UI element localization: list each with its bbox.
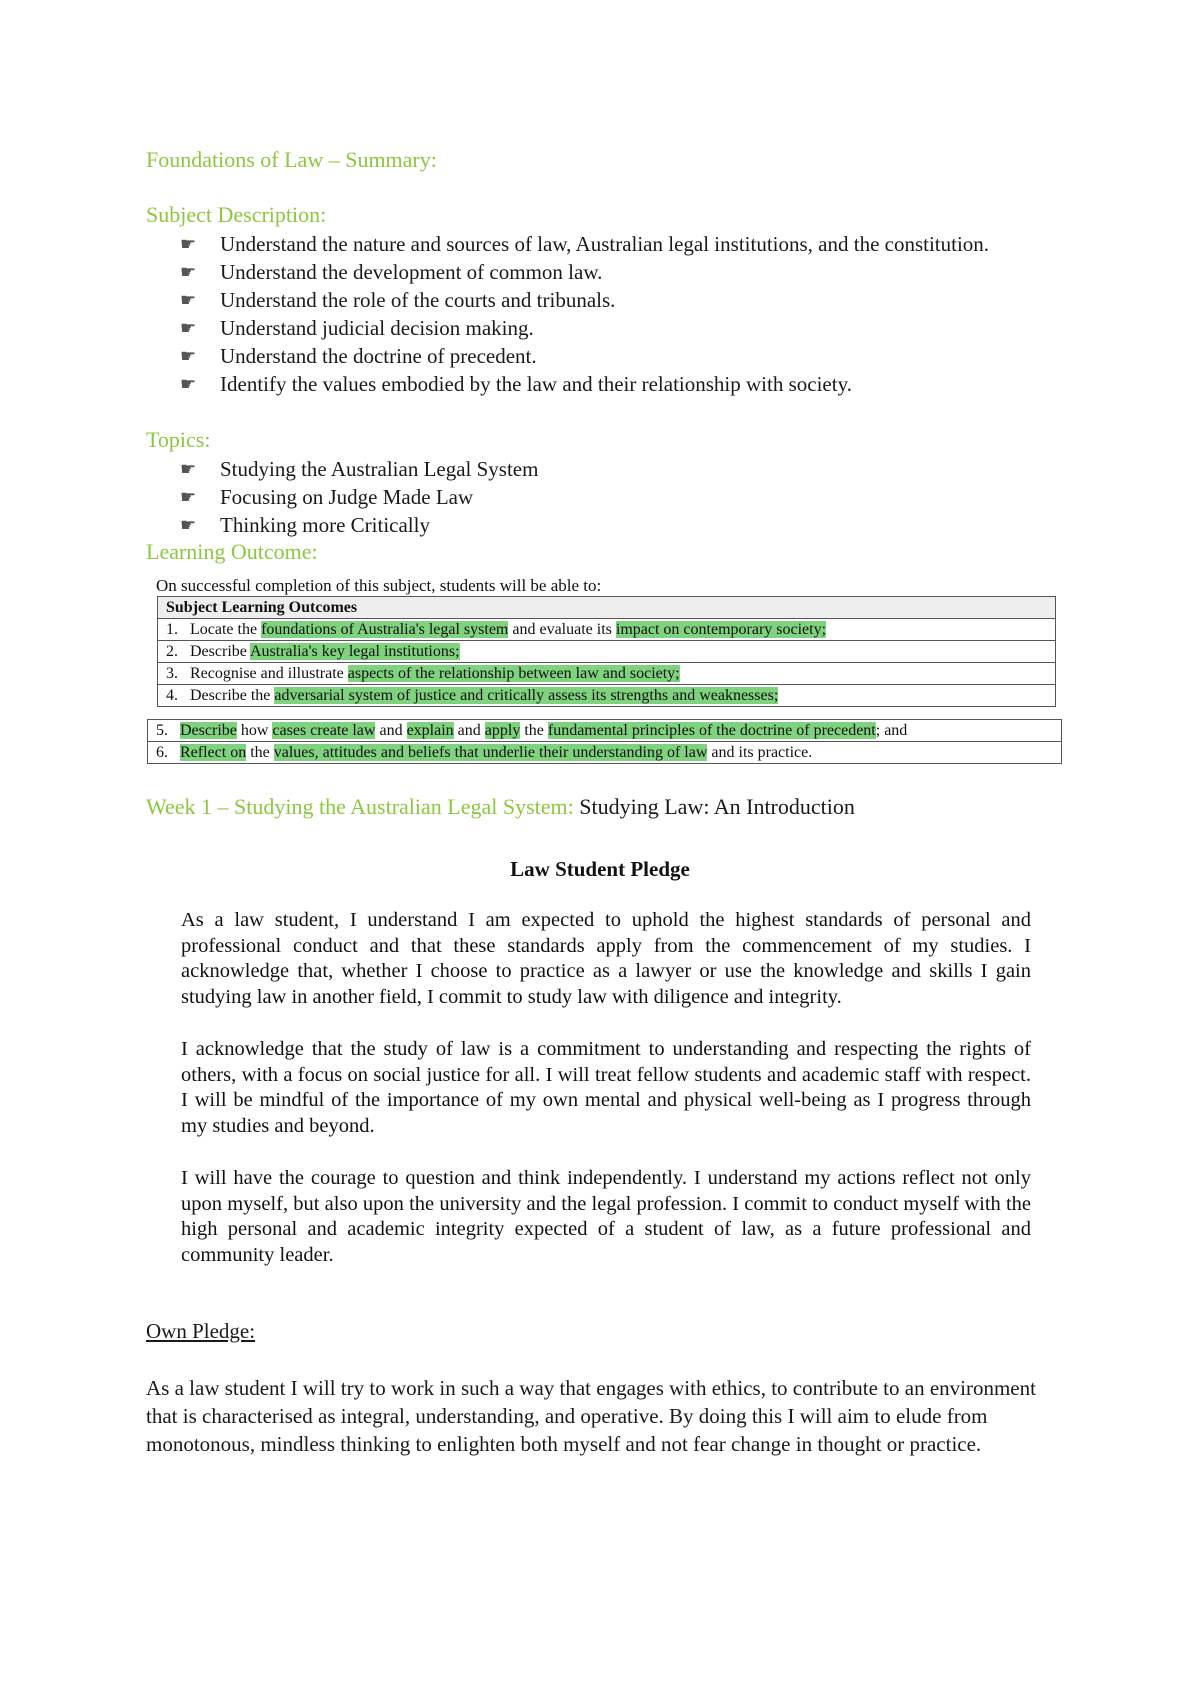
highlighted-text: impact on contemporary society <box>615 620 822 638</box>
list-item: ☛ Focusing on Judge Made Law <box>180 485 474 509</box>
highlighted-text: foundations of Australia's legal system <box>261 620 509 638</box>
pointing-hand-icon: ☛ <box>180 487 197 507</box>
pointing-hand-icon: ☛ <box>180 374 197 394</box>
learning-outcome-heading: Learning Outcome: <box>146 539 318 564</box>
subject-description-list <box>180 230 1040 398</box>
pointing-hand-icon: ☛ <box>180 290 197 310</box>
pointing-hand-icon: ☛ <box>180 262 197 282</box>
row-number: 5. <box>156 721 168 739</box>
list-item: ☛ Identify the values embodied by the law and their relationship with society. <box>180 372 852 396</box>
learning-outcome-intro: On successful completion of this subject, students will be able to: <box>156 576 602 595</box>
highlighted-text: adversarial system of justice and critically assess its strengths and weaknesses; <box>274 686 779 704</box>
document-title: Foundations of Law – Summary: <box>146 147 437 172</box>
pointing-hand-icon: ☛ <box>180 234 197 254</box>
list-item: ☛ Understand the doctrine of precedent. <box>180 344 537 368</box>
highlighted-text: Describe <box>180 721 237 739</box>
highlighted-text: values, attitudes and beliefs that underlie their understanding of law <box>273 743 708 761</box>
pledge-title: Law Student Pledge <box>510 857 690 881</box>
week-1-heading <box>146 794 855 820</box>
highlighted-text: fundamental principles of the doctrine of precedent <box>547 721 876 739</box>
table-row: 3. Recognise and illustrate aspects of the relationship between law and society; <box>158 663 1056 685</box>
table-header-row <box>158 597 1056 619</box>
highlighted-text: explain <box>406 721 454 739</box>
pledge-paragraph: I acknowledge that the study of law is a commitment to understanding and respecting the rights of others, with a focus on social justice for all. I will treat fellow students and academic staff with respect. I will be mindful of the importance of my own mental and physical well-being as I progress through my studies and beyond. <box>181 1038 1031 1138</box>
own-pledge-heading: Own Pledge: <box>146 1319 256 1343</box>
pointing-hand-icon: ☛ <box>180 346 197 366</box>
learning-outcomes-table-continued <box>147 719 1062 764</box>
highlighted-text: aspects of the relationship between law and society; <box>347 664 680 682</box>
pointing-hand-icon: ☛ <box>180 459 197 479</box>
pointing-hand-icon: ☛ <box>180 515 197 535</box>
week-1-subtitle: Studying Law: An Introduction <box>579 794 855 819</box>
subject-description-heading: Subject Description: <box>146 202 327 227</box>
list-item: ☛ Understand the development of common law. <box>180 260 603 284</box>
topics-heading: Topics: <box>146 427 211 452</box>
row-number: 6. <box>156 743 168 761</box>
table-row: 6. Reflect on the values, attitudes and beliefs that underlie their understanding of law and its practice. <box>148 742 1062 764</box>
list-item: ☛ Understand the role of the courts and tribunals. <box>180 288 616 312</box>
table-row: 1. Locate the foundations of Australia's legal system and evaluate its impact on contemporary society; <box>158 619 1056 641</box>
topics-list <box>180 455 1040 539</box>
highlighted-text: apply <box>484 721 521 739</box>
table-header: Subject Learning Outcomes <box>158 597 1056 619</box>
row-number: 1. <box>166 620 178 638</box>
learning-outcomes-table <box>157 596 1056 707</box>
pledge-paragraph: I will have the courage to question and think independently. I understand my actions reflect not only upon myself, but also upon the university and the legal profession. I commit to conduct myself with the high personal and academic integrity expected of a student of law, as a future professional and community leader. <box>181 1167 1031 1267</box>
table-row: 4. Describe the adversarial system of justice and critically assess its strengths and weaknesses; <box>158 685 1056 707</box>
list-item: ☛ Thinking more Critically <box>180 513 430 537</box>
own-pledge-text: As a law student I will try to work in such a way that engages with ethics, to contribute to an environment that is characterised as integral, understanding, and operative. By doing this I will aim to elude from monotonous, mindless thinking to enlighten both myself and not fear change in thought or practice. <box>146 1376 1036 1456</box>
table-row: 5. Describe how cases create law and explain and apply the fundamental principles of the doctrine of precedent; and <box>148 720 1062 742</box>
highlighted-text: Reflect on <box>180 743 247 761</box>
row-number: 2. <box>166 642 178 660</box>
list-item: ☛ Understand the nature and sources of law, Australian legal institutions, and the constitution. <box>180 232 990 256</box>
row-number: 4. <box>166 686 178 704</box>
week-1-label: Week 1 – Studying the Australian Legal System: <box>146 794 574 819</box>
highlighted-text: cases create law <box>272 721 376 739</box>
pointing-hand-icon: ☛ <box>180 318 197 338</box>
highlighted-text: Australia's key legal institutions; <box>249 642 460 660</box>
pledge-paragraph: As a law student, I understand I am expected to uphold the highest standards of personal and professional conduct and that these standards apply from the commencement of my studies. I acknowledge that, whether I choose to practice as a lawyer or use the knowledge and skills I gain studying law in another field, I commit to study law with diligence and integrity. <box>181 909 1031 1009</box>
table-row: 2. Describe Australia's key legal institutions; <box>158 641 1056 663</box>
list-item: ☛ Studying the Australian Legal System <box>180 457 539 481</box>
list-item: ☛ Understand judicial decision making. <box>180 316 534 340</box>
row-number: 3. <box>166 664 178 682</box>
